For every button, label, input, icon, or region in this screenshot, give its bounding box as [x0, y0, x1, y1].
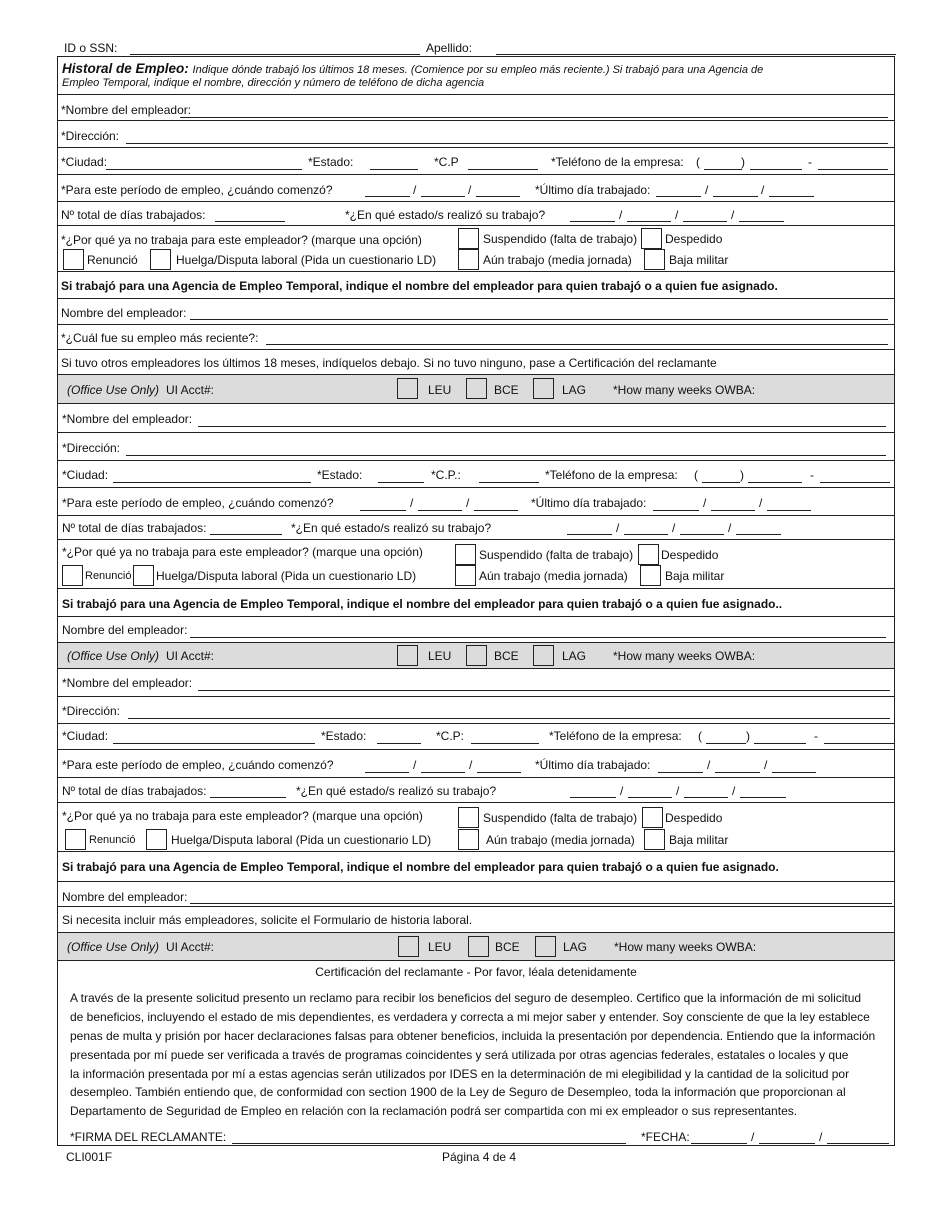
- employer2-laid-off-label: Suspendido (falta de trabajo): [479, 548, 634, 562]
- employer2-last-day[interactable]: [711, 510, 755, 511]
- ui-acct-label: UI Acct#:: [166, 649, 215, 663]
- employer2-start-day[interactable]: [418, 510, 462, 511]
- slash: /: [764, 758, 768, 772]
- employer2-quit-checkbox[interactable]: [62, 565, 83, 586]
- employer3-state-d[interactable]: [740, 797, 786, 798]
- lag-label: LAG: [562, 383, 587, 397]
- employer1-start-year[interactable]: [476, 196, 520, 197]
- employer1-state-field[interactable]: [370, 169, 418, 170]
- employer3-fired-checkbox[interactable]: [642, 807, 663, 828]
- temp-agency-text: Si trabajó para una Agencia de Empleo Temporal, indique el nombre del empleador para quien trabajó o a quien fue asignado..: [62, 597, 783, 611]
- employer1-days-row: [58, 202, 894, 226]
- employer2-quit-label: Renunció: [85, 570, 132, 582]
- employer3-city-row: [58, 724, 894, 750]
- form-frame: [57, 56, 895, 1146]
- slash: /: [731, 208, 735, 222]
- employer1-total-days-field[interactable]: [215, 221, 285, 222]
- employer2-state-a[interactable]: [567, 534, 612, 535]
- employer2-name-row: [58, 404, 894, 433]
- employer1-city-row: [58, 148, 894, 175]
- recent-job-field[interactable]: [266, 344, 888, 345]
- office-use-row-1: [58, 375, 894, 404]
- employer2-city-field[interactable]: [113, 482, 311, 483]
- employer1-fired-checkbox[interactable]: [641, 228, 662, 249]
- slash: /: [675, 208, 679, 222]
- employer1-dates-row: [58, 175, 894, 202]
- employer2-last-day-label: *Último día trabajado:: [531, 496, 647, 510]
- slash: /: [751, 1130, 755, 1144]
- date-month[interactable]: [691, 1143, 747, 1144]
- office-use-label: (Office Use Only): [67, 649, 160, 663]
- slash: /: [759, 496, 763, 510]
- employer2-phone-prefix[interactable]: [748, 482, 802, 483]
- intro-line2: Empleo Temporal, indique el nombre, dirección y número de teléfono de dicha agencia: [62, 77, 485, 89]
- certification-line-6: desempleo. También entiendo que, de conformidad con section 1900 de la Ley de Seguro de Desempleo, toda la información que proporcionan al: [70, 1085, 846, 1099]
- bce-checkbox[interactable]: [466, 645, 487, 666]
- employer2-last-month[interactable]: [653, 510, 699, 511]
- employer3-start-day[interactable]: [421, 772, 465, 773]
- employer2-state-label: *Estado:: [317, 468, 363, 482]
- employer1-quit-label: Renunció: [87, 253, 138, 267]
- signature-field[interactable]: [232, 1143, 626, 1144]
- employer1-state-label: *Estado:: [308, 155, 354, 169]
- employer1-strike-label: Huelga/Disputa laboral (Pida un cuestionario LD): [176, 253, 437, 267]
- leu-checkbox[interactable]: [397, 378, 418, 399]
- signature-label: *FIRMA DEL RECLAMANTE:: [70, 1130, 227, 1144]
- employer1-address-label: *Dirección:: [61, 129, 120, 143]
- employer3-city-field[interactable]: [113, 743, 315, 744]
- employer1-total-days-label: Nº total de días trabajados:: [61, 208, 206, 222]
- paren-open: (: [696, 155, 700, 169]
- intro-line1: Indique dónde trabajó los últimos 18 meses. (Comience por su empleo más reciente.) Si trabajó para una Agencia de: [192, 64, 764, 76]
- certification-section: [58, 961, 894, 1147]
- employer3-phone-line[interactable]: [824, 743, 894, 744]
- employer2-military-checkbox[interactable]: [640, 565, 661, 586]
- employer1-zip-field[interactable]: [468, 169, 538, 170]
- employer2-address-label: *Dirección:: [62, 441, 121, 455]
- employer2-laid-off-checkbox[interactable]: [455, 544, 476, 565]
- employer2-state-c[interactable]: [680, 534, 724, 535]
- employer2-state-field[interactable]: [378, 482, 424, 483]
- employer1-last-day[interactable]: [713, 196, 758, 197]
- employer1-laid-off-label: Suspendido (falta de trabajo): [483, 232, 638, 246]
- leu-label: LEU: [428, 649, 452, 663]
- temp-employer3-label: Nombre del empleador:: [62, 890, 188, 904]
- employer3-state-b[interactable]: [628, 797, 672, 798]
- employer2-still-working-checkbox[interactable]: [455, 565, 476, 586]
- employer3-strike-checkbox[interactable]: [146, 829, 167, 850]
- employer1-still-working-checkbox[interactable]: [458, 249, 479, 270]
- employer3-reason-row: [58, 803, 894, 852]
- certification-line-5: la información presentada por mí a estas agencias serán utilizados por IDES en la determinación de mi elegibilidad y la cantidad de la solicitud por: [70, 1067, 850, 1081]
- employer3-military-label: Baja militar: [669, 833, 729, 847]
- employer3-why-label: *¿Por qué ya no trabaja para este empleador? (marque una opción): [62, 809, 423, 823]
- more-employers-row: [58, 907, 894, 933]
- employer1-state-d[interactable]: [739, 221, 784, 222]
- leu-checkbox[interactable]: [397, 645, 418, 666]
- temp-agency-text: Si trabajó para una Agencia de Empleo Temporal, indique el nombre del empleador para quien trabajó o a quien fue asignado.: [61, 279, 778, 293]
- bce-checkbox[interactable]: [468, 936, 489, 957]
- owba-weeks-label: *How many weeks OWBA:: [613, 383, 756, 397]
- employer1-city-label: *Ciudad:: [61, 155, 108, 169]
- slash: /: [620, 784, 624, 798]
- employer1-strike-checkbox[interactable]: [150, 249, 171, 270]
- header-row: [64, 41, 896, 55]
- employer2-fired-label: Despedido: [661, 548, 719, 562]
- employer3-quit-checkbox[interactable]: [65, 829, 86, 850]
- employer2-address-field[interactable]: [126, 455, 886, 456]
- employer1-phone-prefix[interactable]: [750, 169, 802, 170]
- lag-checkbox[interactable]: [533, 378, 554, 399]
- employer1-quit-checkbox[interactable]: [63, 249, 84, 270]
- employer2-zip-field[interactable]: [479, 482, 539, 483]
- office-use-label: (Office Use Only): [67, 940, 160, 954]
- employer2-total-days-label: Nº total de días trabajados:: [62, 521, 207, 535]
- employer3-start-label: *Para este período de empleo, ¿cuándo comenzó?: [62, 758, 334, 772]
- owba-weeks-label: *How many weeks OWBA:: [613, 649, 756, 663]
- employer1-name-row: [58, 95, 894, 121]
- temp-employer2-field[interactable]: [190, 637, 886, 638]
- bce-label: BCE: [494, 383, 519, 397]
- lag-checkbox[interactable]: [535, 936, 556, 957]
- slash: /: [676, 784, 680, 798]
- slash: /: [466, 496, 470, 510]
- certification-title: Certificación del reclamante - Por favor, léala detenidamente: [315, 965, 637, 979]
- employer1-military-label: Baja militar: [669, 253, 729, 267]
- paren-open: (: [694, 468, 698, 482]
- intro-row: [58, 57, 894, 95]
- temp-agency-note-2: [58, 589, 894, 617]
- employer3-fired-label: Despedido: [665, 811, 723, 825]
- temp-employer3-row: [58, 882, 894, 907]
- employer3-laid-off-checkbox[interactable]: [458, 807, 479, 828]
- surname-field[interactable]: [496, 54, 896, 55]
- intro-title: Historal de Empleo:: [62, 61, 189, 76]
- employer1-zip-label: *C.P: [434, 155, 459, 169]
- temp-employer1-row: [58, 299, 894, 325]
- employer2-phone-label: *Teléfono de la empresa:: [545, 468, 678, 482]
- other-employers-note: Si tuvo otros empleadores los últimos 18 meses, indíquelos debajo. Si no tuvo ninguno, pase a Certificación del reclamante: [61, 356, 717, 370]
- employer2-name-field[interactable]: [198, 426, 886, 427]
- employer1-name-field[interactable]: [180, 117, 888, 118]
- employer3-total-days-label: Nº total de días trabajados:: [62, 784, 207, 798]
- temp-agency-note-1: [58, 272, 894, 299]
- employer3-still-working-checkbox[interactable]: [458, 829, 479, 850]
- employer1-reason-row: [58, 226, 894, 272]
- temp-employer3-field[interactable]: [190, 903, 892, 904]
- employer2-reason-row: [58, 540, 894, 589]
- employer2-state-d[interactable]: [736, 534, 781, 535]
- employer1-last-day-label: *Último día trabajado:: [535, 183, 651, 197]
- paren-close: ): [746, 729, 750, 743]
- slash: /: [819, 1130, 823, 1144]
- date-label: *FECHA:: [641, 1130, 690, 1144]
- employer2-state-b[interactable]: [624, 534, 668, 535]
- employer3-phone-label: *Teléfono de la empresa:: [549, 729, 682, 743]
- employer3-laid-off-label: Suspendido (falta de trabajo): [483, 811, 638, 825]
- employer1-states-label: *¿En qué estado/s realizó su trabajo?: [345, 208, 546, 222]
- employer3-city-label: *Ciudad:: [62, 729, 109, 743]
- dash: -: [814, 729, 818, 743]
- office-use-row-2: [58, 643, 894, 669]
- employer2-start-month[interactable]: [360, 510, 406, 511]
- paren-open: (: [698, 729, 702, 743]
- employer1-start-label: *Para este período de empleo, ¿cuándo comenzó?: [61, 183, 333, 197]
- employer3-address-label: *Dirección:: [62, 704, 121, 718]
- employer1-phone-label: *Teléfono de la empresa:: [551, 155, 684, 169]
- employer2-total-days-field[interactable]: [210, 534, 282, 535]
- employer3-last-month[interactable]: [658, 772, 703, 773]
- ui-acct-label: UI Acct#:: [166, 940, 215, 954]
- employer3-still-working-label: Aún trabajo (media jornada): [486, 833, 635, 847]
- employer3-state-field[interactable]: [377, 743, 421, 744]
- employer2-city-label: *Ciudad:: [62, 468, 109, 482]
- temp-employer2-row: [58, 617, 894, 643]
- employer1-last-year[interactable]: [769, 196, 814, 197]
- employer1-address-field[interactable]: [126, 143, 888, 144]
- slash: /: [413, 758, 417, 772]
- temp-employer1-label: Nombre del empleador:: [61, 306, 187, 320]
- employer2-address-row: [58, 433, 894, 461]
- employer1-still-working-label: Aún trabajo (media jornada): [483, 253, 632, 267]
- certification-line-3: penas de multa y prisión por hacer declaraciones falsas para obtener beneficios, incluida la presentación por dependencia. Entiendo que la información: [70, 1029, 876, 1043]
- recent-job-row: [58, 325, 894, 350]
- employer3-total-days-field[interactable]: [210, 797, 286, 798]
- employer3-days-row: [58, 778, 894, 803]
- employer2-military-label: Baja militar: [665, 569, 725, 583]
- slash: /: [672, 521, 676, 535]
- slash: /: [468, 183, 472, 197]
- recent-job-label: *¿Cuál fue su empleo más reciente?:: [61, 331, 259, 345]
- employer3-start-month[interactable]: [365, 772, 409, 773]
- lag-label: LAG: [563, 940, 588, 954]
- slash: /: [761, 183, 765, 197]
- employer2-why-label: *¿Por qué ya no trabaja para este empleador? (marque una opción): [62, 545, 423, 559]
- employer2-city-row: [58, 461, 894, 488]
- employer2-strike-label: Huelga/Disputa laboral (Pida un cuestionario LD): [156, 569, 417, 583]
- employer1-military-checkbox[interactable]: [644, 249, 665, 270]
- employer1-start-day[interactable]: [421, 196, 465, 197]
- employer3-quit-label: Renunció: [89, 834, 136, 846]
- employer3-name-field[interactable]: [198, 690, 890, 691]
- employer3-state-label: *Estado:: [321, 729, 367, 743]
- slash: /: [705, 183, 709, 197]
- employer1-state-c[interactable]: [683, 221, 727, 222]
- id-label: ID o SSN:: [64, 41, 118, 55]
- employer2-start-label: *Para este período de empleo, ¿cuándo comenzó?: [62, 496, 334, 510]
- employer3-name-label: *Nombre del empleador:: [62, 676, 193, 690]
- employer3-name-row: [58, 669, 894, 697]
- employer2-zip-label: *C.P.:: [431, 468, 461, 482]
- bce-label: BCE: [494, 649, 519, 663]
- employer1-state-b[interactable]: [627, 221, 671, 222]
- employer1-address-row: [58, 121, 894, 148]
- employer1-name-label: *Nombre del empleador:: [61, 103, 192, 117]
- employer1-city-field[interactable]: [106, 169, 302, 170]
- employer1-state-a[interactable]: [570, 221, 615, 222]
- employer3-zip-label: *C.P:: [436, 729, 465, 743]
- employer3-zip-field[interactable]: [471, 743, 539, 744]
- paren-close: ): [741, 155, 745, 169]
- employer2-area-code[interactable]: [702, 482, 740, 483]
- employer3-state-a[interactable]: [570, 797, 616, 798]
- employer2-name-label: *Nombre del empleador:: [62, 412, 193, 426]
- employer2-states-label: *¿En qué estado/s realizó su trabajo?: [291, 521, 492, 535]
- slash: /: [732, 784, 736, 798]
- certification-line-1: A través de la presente solicitud presento un reclamo para recibir los beneficios del seguro de desempleo. Certifico que la información de mi solicitud: [70, 991, 862, 1005]
- employer1-fired-label: Despedido: [665, 232, 723, 246]
- employer2-start-year[interactable]: [474, 510, 518, 511]
- temp-agency-note-3: [58, 852, 894, 882]
- certification-line-2: de beneficios, incluyendo el estado de mis dependientes, es verdadera y correcta a mi mejor saber y entender. Soy consciente de que la ley establece: [70, 1010, 870, 1024]
- other-employers-row: [58, 350, 894, 375]
- paren-close: ): [740, 468, 744, 482]
- office-use-label: (Office Use Only): [67, 383, 160, 397]
- dash: -: [808, 155, 812, 169]
- employer3-strike-label: Huelga/Disputa laboral (Pida un cuestionario LD): [171, 833, 432, 847]
- temp-agency-text: Si trabajó para una Agencia de Empleo Temporal, indique el nombre del empleador para quien trabajó o a quien fue asignado.: [62, 860, 779, 874]
- id-field[interactable]: [130, 54, 420, 55]
- slash: /: [703, 496, 707, 510]
- employer3-phone-prefix[interactable]: [754, 743, 806, 744]
- employer2-last-year[interactable]: [767, 510, 811, 511]
- slash: /: [707, 758, 711, 772]
- lag-label: LAG: [562, 649, 587, 663]
- employer2-phone-line[interactable]: [820, 482, 890, 483]
- employer3-start-year[interactable]: [477, 772, 521, 773]
- leu-label: LEU: [428, 383, 452, 397]
- temp-employer2-label: Nombre del empleador:: [62, 623, 188, 637]
- slash: /: [728, 521, 732, 535]
- employer2-fired-checkbox[interactable]: [638, 544, 659, 565]
- employer3-last-day-label: *Último día trabajado:: [535, 758, 651, 772]
- slash: /: [619, 208, 623, 222]
- employer1-phone-line[interactable]: [818, 169, 888, 170]
- slash: /: [616, 521, 620, 535]
- employer3-dates-row: [58, 750, 894, 778]
- lag-checkbox[interactable]: [533, 645, 554, 666]
- employer3-address-row: [58, 697, 894, 724]
- form-number: CLI001F: [66, 1150, 113, 1164]
- employer3-area-code[interactable]: [706, 743, 746, 744]
- employer3-address-field[interactable]: [128, 718, 890, 719]
- temp-employer1-field[interactable]: [190, 319, 888, 320]
- date-year[interactable]: [827, 1143, 889, 1144]
- leu-label: LEU: [428, 940, 452, 954]
- dash: -: [810, 468, 814, 482]
- owba-weeks-label: *How many weeks OWBA:: [614, 940, 757, 954]
- certification-line-4: presentada por mí puede ser verificada a través de programas coincidentes y será utilizada por otras agencias federales, estatales o locales y que: [70, 1048, 849, 1062]
- date-day[interactable]: [759, 1143, 815, 1144]
- employer1-area-code[interactable]: [704, 169, 742, 170]
- employer3-states-label: *¿En qué estado/s realizó su trabajo?: [296, 784, 497, 798]
- employer3-last-year[interactable]: [772, 772, 816, 773]
- office-use-row-3: [58, 933, 894, 961]
- employer2-strike-checkbox[interactable]: [133, 565, 154, 586]
- employer1-last-month[interactable]: [656, 196, 701, 197]
- employer2-days-row: [58, 516, 894, 540]
- page-number: Página 4 de 4: [442, 1150, 517, 1164]
- certification-line-7: Departamento de Seguridad de Empleo en relación con la reclamación podrá ser compartida con mi ex empleador o sus representantes.: [70, 1104, 798, 1118]
- surname-label: Apellido:: [426, 41, 473, 55]
- leu-checkbox[interactable]: [398, 936, 419, 957]
- ui-acct-label: UI Acct#:: [166, 383, 215, 397]
- employer3-state-c[interactable]: [684, 797, 728, 798]
- employer2-dates-row: [58, 488, 894, 516]
- employer1-laid-off-checkbox[interactable]: [458, 228, 479, 249]
- bce-label: BCE: [495, 940, 520, 954]
- employer2-still-working-label: Aún trabajo (media jornada): [479, 569, 628, 583]
- slash: /: [413, 183, 417, 197]
- employer1-start-month[interactable]: [365, 196, 410, 197]
- employer1-why-label: *¿Por qué ya no trabaja para este empleador? (marque una opción): [61, 233, 422, 247]
- more-employers-note: Si necesita incluir más empleadores, solicite el Formulario de historia laboral.: [62, 913, 473, 927]
- bce-checkbox[interactable]: [466, 378, 487, 399]
- employer3-military-checkbox[interactable]: [644, 829, 665, 850]
- slash: /: [410, 496, 414, 510]
- employer3-last-day[interactable]: [715, 772, 760, 773]
- slash: /: [469, 758, 473, 772]
